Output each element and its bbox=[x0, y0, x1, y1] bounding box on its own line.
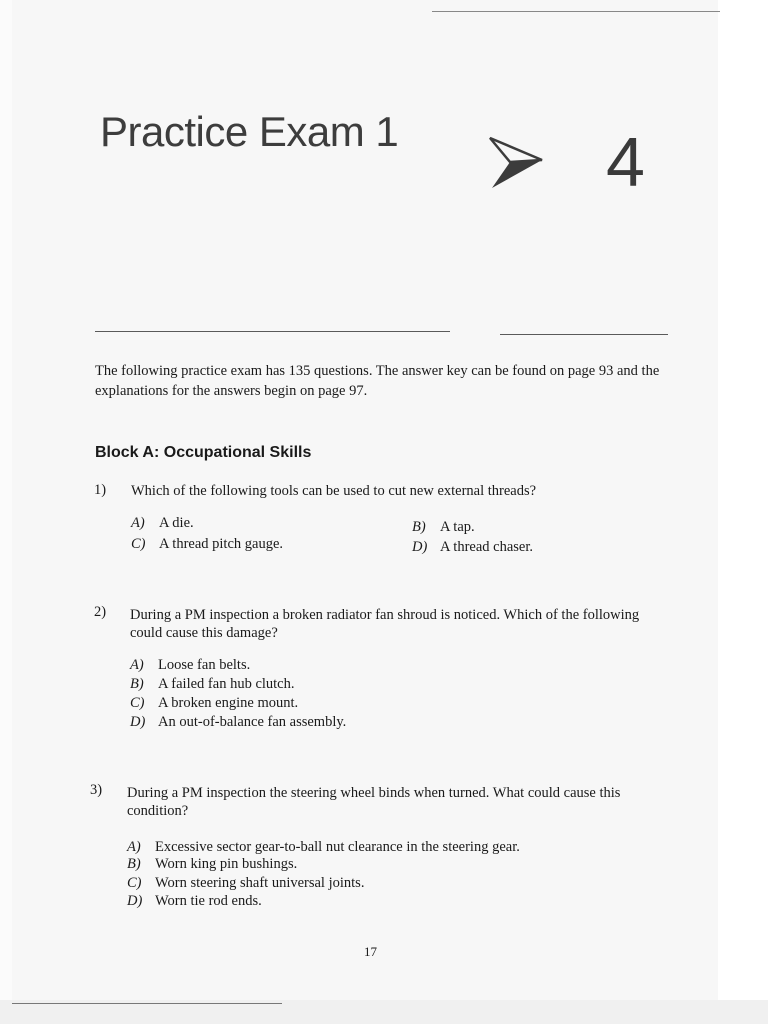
question-2-text: During a PM inspection a broken radiator fan shroud is noticed. Which of the following could cause this damage? bbox=[130, 607, 640, 641]
intro-paragraph: The following practice exam has 135 questions. The answer key can be found on page 93 and the explanations for the answers begin on page 97. bbox=[95, 363, 660, 399]
question-1-option-d bbox=[412, 538, 533, 556]
option-letter: A) bbox=[131, 515, 145, 531]
option-letter: A) bbox=[130, 657, 144, 673]
bottom-rule bbox=[12, 1003, 282, 1004]
option-letter: D) bbox=[127, 893, 143, 909]
arrow-right-icon bbox=[488, 132, 544, 192]
question-2-option-b bbox=[130, 675, 295, 693]
question-2-number: 2) bbox=[94, 604, 107, 620]
question-1-option-a bbox=[131, 514, 194, 532]
option-text: A broken engine mount. bbox=[158, 695, 299, 711]
option-text: Loose fan belts. bbox=[158, 657, 251, 673]
page-number: 17 bbox=[364, 944, 377, 959]
option-text: Worn king pin bushings. bbox=[155, 856, 298, 872]
question-1-option-b bbox=[412, 518, 475, 536]
option-text: Excessive sector gear-to-ball nut clearance in the steering gear. bbox=[155, 839, 520, 855]
option-letter: D) bbox=[130, 714, 146, 730]
option-letter: A) bbox=[127, 839, 141, 855]
question-2-option-a bbox=[130, 656, 250, 674]
option-text: Worn tie rod ends. bbox=[155, 893, 262, 909]
option-text: A thread chaser. bbox=[440, 539, 534, 555]
question-2-option-c bbox=[130, 694, 298, 712]
chapter-number: 4 bbox=[606, 123, 645, 201]
question-1-number: 1) bbox=[94, 482, 107, 498]
question-3-text: During a PM inspection the steering wheel binds when turned. What could cause this condition? bbox=[127, 785, 621, 819]
question-3-number: 3) bbox=[90, 782, 103, 798]
question-3-option-d bbox=[127, 892, 262, 910]
option-letter: C) bbox=[131, 536, 146, 552]
scan-edge-left bbox=[0, 0, 12, 1024]
option-letter: B) bbox=[130, 676, 144, 692]
scan-edge-right bbox=[718, 0, 768, 1024]
chapter-title: Practice Exam 1 bbox=[100, 108, 399, 155]
option-letter: C) bbox=[127, 875, 142, 891]
question-1-option-c bbox=[131, 535, 283, 553]
question-3-option-b bbox=[127, 855, 297, 873]
option-text: A die. bbox=[159, 515, 194, 531]
question-1-text: Which of the following tools can be used to cut new external threads? bbox=[131, 483, 537, 499]
question-2-option-d bbox=[130, 713, 346, 731]
divider-rule-left bbox=[95, 331, 450, 332]
question-3-option-a bbox=[127, 838, 520, 856]
divider-rule-right bbox=[500, 334, 668, 335]
option-letter: B) bbox=[412, 519, 426, 535]
top-rule bbox=[432, 11, 720, 12]
option-text: A failed fan hub clutch. bbox=[158, 676, 295, 692]
option-text: Worn steering shaft universal joints. bbox=[155, 875, 365, 891]
block-heading: Block A: Occupational Skills bbox=[95, 444, 312, 461]
option-text: A thread pitch gauge. bbox=[159, 536, 284, 552]
question-3-option-c bbox=[127, 874, 364, 892]
option-letter: B) bbox=[127, 856, 141, 872]
option-text: An out-of-balance fan assembly. bbox=[158, 714, 347, 730]
option-letter: C) bbox=[130, 695, 145, 711]
option-text: A tap. bbox=[440, 519, 475, 535]
option-letter: D) bbox=[412, 539, 428, 555]
